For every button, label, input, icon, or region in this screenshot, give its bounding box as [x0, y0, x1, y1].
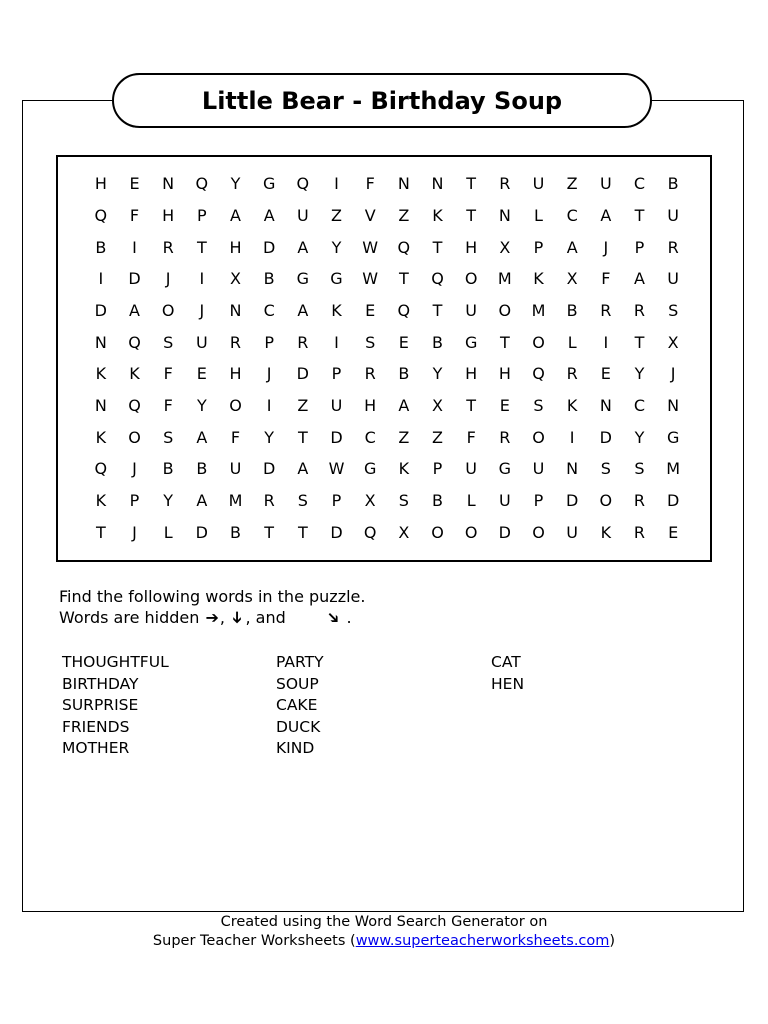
- grid-letter: A: [634, 269, 645, 289]
- grid-letter: F: [230, 427, 241, 447]
- grid-letter: K: [432, 205, 443, 225]
- grid-letter: U: [229, 459, 242, 479]
- grid-letter: D: [498, 522, 511, 542]
- grid-letter: U: [330, 395, 343, 415]
- grid-letter: Q: [363, 522, 377, 542]
- arrow-down-icon: ➔: [228, 610, 248, 625]
- grid-letter: G: [498, 459, 512, 479]
- grid-letter: I: [603, 332, 609, 352]
- grid-letter: T: [432, 300, 443, 320]
- grid-letter: D: [566, 490, 579, 510]
- grid-letter: A: [600, 205, 612, 225]
- grid-letter: B: [95, 237, 107, 257]
- grid-letter: N: [498, 205, 511, 225]
- title-banner: [112, 73, 652, 128]
- grid-letter: X: [566, 269, 578, 289]
- grid-letter: K: [600, 522, 612, 542]
- grid-letter: J: [165, 269, 171, 289]
- grid-letter: T: [634, 332, 645, 352]
- grid-letter: W: [362, 237, 379, 257]
- grid-letter: R: [499, 174, 511, 194]
- grid-letter: M: [497, 269, 512, 289]
- grid-letter: P: [634, 237, 645, 257]
- grid-letter: K: [95, 490, 107, 510]
- grid-letter: U: [195, 332, 208, 352]
- grid-letter: I: [266, 395, 272, 415]
- grid-letter: Q: [296, 174, 310, 194]
- grid-letter: J: [670, 364, 676, 384]
- grid-letter: A: [196, 490, 208, 510]
- grid-letter: N: [431, 174, 444, 194]
- grid-letter: N: [229, 300, 242, 320]
- grid-letter: X: [499, 237, 511, 257]
- word-item: SURPRISE: [62, 696, 139, 714]
- word-item: FRIENDS: [62, 717, 130, 736]
- grid-letter: D: [263, 237, 276, 257]
- grid-letter: K: [566, 395, 578, 415]
- grid-letter: P: [432, 459, 443, 479]
- grid-letter: T: [634, 205, 645, 225]
- grid-letter: R: [364, 364, 376, 384]
- grid-letter: E: [365, 300, 376, 320]
- grid-letter: Y: [634, 427, 645, 447]
- grid-letter: I: [98, 269, 104, 289]
- grid-letter: C: [364, 427, 376, 447]
- grid-letter: F: [163, 395, 173, 415]
- grid-letter: H: [364, 395, 377, 415]
- grid-letter: Q: [397, 300, 411, 320]
- grid-letter: B: [667, 174, 679, 194]
- word-list-column-2: [276, 652, 324, 760]
- grid-letter: B: [263, 269, 275, 289]
- arrow-diagonal-icon: ➔: [322, 606, 346, 629]
- grid-letter: U: [498, 490, 511, 510]
- grid-letter: W: [362, 269, 379, 289]
- grid-letter: G: [464, 332, 478, 352]
- footer-prefix: Super Teacher Worksheets (: [152, 933, 356, 949]
- grid-letter: U: [296, 205, 309, 225]
- grid-letter: J: [132, 459, 137, 479]
- grid-letter: Q: [195, 174, 209, 194]
- grid-letter: D: [263, 459, 276, 479]
- grid-letter: T: [95, 522, 106, 542]
- grid-letter: N: [599, 395, 612, 415]
- grid-letter: N: [162, 174, 175, 194]
- grid-letter: N: [94, 395, 107, 415]
- grid-letter: I: [569, 427, 575, 447]
- grid-letter: U: [532, 174, 545, 194]
- grid-letter: E: [196, 364, 207, 384]
- instructions: [59, 586, 365, 628]
- grid-letter: O: [464, 522, 478, 542]
- letter-grid: [84, 168, 690, 548]
- grid-letter: M: [228, 490, 243, 510]
- grid-letter: R: [297, 332, 309, 352]
- grid-letter: S: [398, 490, 409, 510]
- grid-letter: D: [330, 522, 343, 542]
- grid-letter: S: [163, 332, 174, 352]
- grid-letter: Z: [398, 427, 410, 447]
- grid-letter: O: [464, 269, 478, 289]
- grid-letter: T: [297, 427, 308, 447]
- grid-letter: E: [600, 364, 611, 384]
- grid-letter: F: [466, 427, 476, 447]
- grid-letter: U: [566, 522, 579, 542]
- grid-letter: H: [465, 364, 478, 384]
- grid-letter: T: [432, 237, 443, 257]
- grid-letter: L: [534, 205, 543, 225]
- grid-letter: O: [431, 522, 444, 542]
- grid-letter: A: [297, 300, 309, 320]
- word-item: PARTY: [276, 653, 324, 671]
- grid-letter: R: [633, 300, 646, 320]
- grid-letter: B: [196, 459, 208, 479]
- grid-letter: B: [566, 300, 578, 320]
- grid-letter: P: [533, 237, 544, 257]
- grid-letter: Q: [128, 332, 141, 352]
- grid-letter: W: [328, 459, 345, 479]
- grid-letter: R: [667, 237, 679, 257]
- grid-letter: R: [499, 427, 511, 447]
- grid-letter: U: [465, 459, 478, 479]
- grid-letter: B: [432, 490, 443, 510]
- grid-letter: Q: [94, 459, 108, 479]
- grid-letter: F: [129, 205, 140, 225]
- instructions-line-1: Find the following words in the puzzle.: [59, 587, 366, 606]
- grid-letter: P: [129, 490, 140, 510]
- grid-letter: I: [199, 269, 205, 289]
- grid-letter: N: [667, 395, 680, 415]
- grid-letter: H: [162, 205, 175, 225]
- grid-letter: H: [229, 237, 242, 257]
- grid-letter: B: [432, 332, 443, 352]
- word-list-column-1: [62, 652, 169, 760]
- grid-letter: D: [94, 300, 107, 320]
- grid-letter: U: [532, 459, 545, 479]
- grid-letter: Z: [432, 427, 443, 447]
- grid-letter: P: [197, 205, 207, 225]
- instructions-line-2: [59, 607, 365, 628]
- grid-letter: Z: [331, 205, 342, 225]
- grid-letter: T: [466, 174, 477, 194]
- grid-letter: G: [262, 174, 276, 194]
- grid-letter: B: [230, 522, 241, 542]
- grid-letter: D: [667, 490, 680, 510]
- grid-letter: Q: [431, 269, 444, 289]
- footer-suffix: ): [609, 933, 616, 949]
- grid-letter: S: [163, 427, 174, 447]
- word-item: CAKE: [276, 696, 318, 714]
- grid-letter: Y: [196, 395, 207, 415]
- grid-letter: E: [499, 395, 510, 415]
- grid-letter: O: [532, 332, 545, 352]
- grid-letter: S: [600, 459, 611, 479]
- grid-letter: S: [668, 300, 679, 320]
- word-item: SOUP: [276, 674, 319, 693]
- grid-letter: O: [161, 300, 175, 320]
- grid-letter: B: [162, 459, 174, 479]
- grid-letter: S: [297, 490, 308, 510]
- word-item: HEN: [491, 674, 525, 693]
- grid-letter: I: [132, 237, 137, 257]
- grid-letter: J: [603, 237, 609, 257]
- grid-letter: X: [230, 269, 241, 289]
- grid-letter: Y: [432, 364, 443, 384]
- grid-letter: K: [129, 364, 140, 384]
- grid-letter: O: [599, 490, 613, 510]
- grid-letter: R: [566, 364, 578, 384]
- grid-letter: C: [566, 205, 578, 225]
- grid-letter: P: [331, 490, 342, 510]
- grid-letter: U: [667, 205, 680, 225]
- grid-letter: Q: [128, 395, 141, 415]
- period: .: [346, 608, 352, 627]
- grid-letter: Y: [264, 427, 275, 447]
- footer-line-1: Created using the Word Search Generator on: [220, 914, 548, 930]
- grid-letter: X: [364, 490, 376, 510]
- grid-letter: M: [531, 300, 546, 320]
- grid-letter: H: [498, 364, 511, 384]
- grid-letter: R: [162, 237, 174, 257]
- grid-letter: A: [398, 395, 410, 415]
- grid-letter: T: [499, 332, 510, 352]
- grid-letter: T: [264, 522, 275, 542]
- grid-letter: C: [633, 174, 646, 194]
- grid-letter: O: [532, 522, 545, 542]
- grid-letter: Z: [297, 395, 309, 415]
- word-item: BIRTHDAY: [62, 674, 139, 693]
- grid-letter: A: [566, 237, 578, 257]
- grid-letter: T: [466, 205, 477, 225]
- grid-letter: U: [465, 300, 478, 320]
- grid-letter: P: [533, 490, 544, 510]
- grid-letter: I: [334, 174, 339, 194]
- grid-letter: I: [334, 332, 339, 352]
- grid-letter: N: [94, 332, 107, 352]
- grid-letter: A: [230, 205, 241, 225]
- grid-letter: H: [94, 174, 107, 194]
- grid-letter: O: [229, 395, 242, 415]
- grid-letter: X: [432, 395, 443, 415]
- grid-letter: T: [196, 237, 207, 257]
- grid-letter: D: [128, 269, 141, 289]
- grid-letter: Y: [163, 490, 174, 510]
- grid-letter: B: [398, 364, 410, 384]
- grid-letter: M: [666, 459, 681, 479]
- grid-letter: J: [199, 300, 205, 320]
- word-item: THOUGHTFUL: [62, 653, 169, 671]
- grid-letter: K: [533, 269, 544, 289]
- grid-letter: D: [599, 427, 612, 447]
- grid-letter: G: [666, 427, 680, 447]
- footer-line-2: [0, 932, 768, 951]
- grid-letter: K: [331, 300, 342, 320]
- grid-letter: G: [330, 269, 343, 289]
- grid-letter: C: [633, 395, 646, 415]
- footer: [0, 913, 768, 951]
- word-item: MOTHER: [62, 739, 130, 757]
- grid-letter: K: [95, 364, 107, 384]
- grid-letter: L: [466, 490, 476, 510]
- footer-link[interactable]: www.superteacherworksheets.com: [355, 933, 610, 949]
- grid-letter: Q: [94, 205, 108, 225]
- grid-letter: K: [398, 459, 410, 479]
- grid-letter: F: [365, 174, 375, 194]
- grid-letter: Y: [230, 174, 241, 194]
- word-item: DUCK: [276, 717, 321, 736]
- grid-letter: K: [95, 427, 107, 447]
- arrow-right-icon: ➔: [205, 608, 219, 627]
- grid-letter: H: [229, 364, 242, 384]
- separator-and: , and: [245, 608, 286, 627]
- grid-letter: L: [163, 522, 173, 542]
- grid-letter: O: [128, 427, 141, 447]
- word-item: KIND: [276, 739, 315, 757]
- grid-letter: Q: [532, 364, 545, 384]
- grid-letter: S: [365, 332, 376, 352]
- instructions-prefix: Words are hidden: [59, 608, 200, 627]
- word-item: CAT: [491, 653, 521, 671]
- grid-letter: D: [330, 427, 343, 447]
- grid-letter: Z: [398, 205, 410, 225]
- grid-letter: R: [633, 490, 646, 510]
- grid-letter: R: [229, 332, 242, 352]
- grid-letter: Q: [397, 237, 411, 257]
- grid-letter: A: [129, 300, 140, 320]
- grid-letter: A: [196, 427, 208, 447]
- grid-letter: A: [297, 459, 309, 479]
- grid-letter: Z: [566, 174, 578, 194]
- grid-letter: R: [263, 490, 275, 510]
- grid-letter: J: [132, 522, 137, 542]
- grid-letter: L: [567, 332, 577, 352]
- grid-letter: A: [263, 205, 275, 225]
- grid-letter: T: [398, 269, 409, 289]
- grid-letter: D: [195, 522, 208, 542]
- grid-letter: S: [533, 395, 544, 415]
- grid-letter: P: [331, 364, 342, 384]
- grid-letter: R: [633, 522, 646, 542]
- grid-letter: U: [599, 174, 612, 194]
- grid-letter: Y: [634, 364, 645, 384]
- grid-letter: G: [363, 459, 377, 479]
- grid-letter: Y: [331, 237, 342, 257]
- grid-letter: E: [129, 174, 140, 194]
- separator: ,: [219, 608, 225, 627]
- grid-letter: E: [398, 332, 409, 352]
- grid-letter: X: [398, 522, 410, 542]
- grid-letter: N: [566, 459, 579, 479]
- grid-letter: T: [297, 522, 308, 542]
- grid-letter: G: [296, 269, 310, 289]
- grid-letter: S: [634, 459, 645, 479]
- page-title: Little Bear - Birthday Soup: [201, 86, 563, 115]
- grid-letter: A: [297, 237, 309, 257]
- grid-letter: F: [601, 269, 611, 289]
- grid-letter: E: [668, 522, 679, 542]
- grid-letter: R: [600, 300, 612, 320]
- grid-letter: O: [498, 300, 512, 320]
- grid-letter: C: [263, 300, 275, 320]
- grid-letter: U: [667, 269, 680, 289]
- grid-letter: H: [465, 237, 478, 257]
- grid-letter: O: [532, 427, 545, 447]
- word-list-column-3: [491, 652, 524, 695]
- grid-letter: T: [466, 395, 477, 415]
- grid-letter: P: [264, 332, 274, 352]
- grid-letter: J: [266, 364, 272, 384]
- grid-letter: N: [397, 174, 410, 194]
- grid-letter: X: [667, 332, 679, 352]
- grid-letter: F: [163, 364, 173, 384]
- grid-letter: V: [364, 205, 376, 225]
- grid-letter: D: [296, 364, 309, 384]
